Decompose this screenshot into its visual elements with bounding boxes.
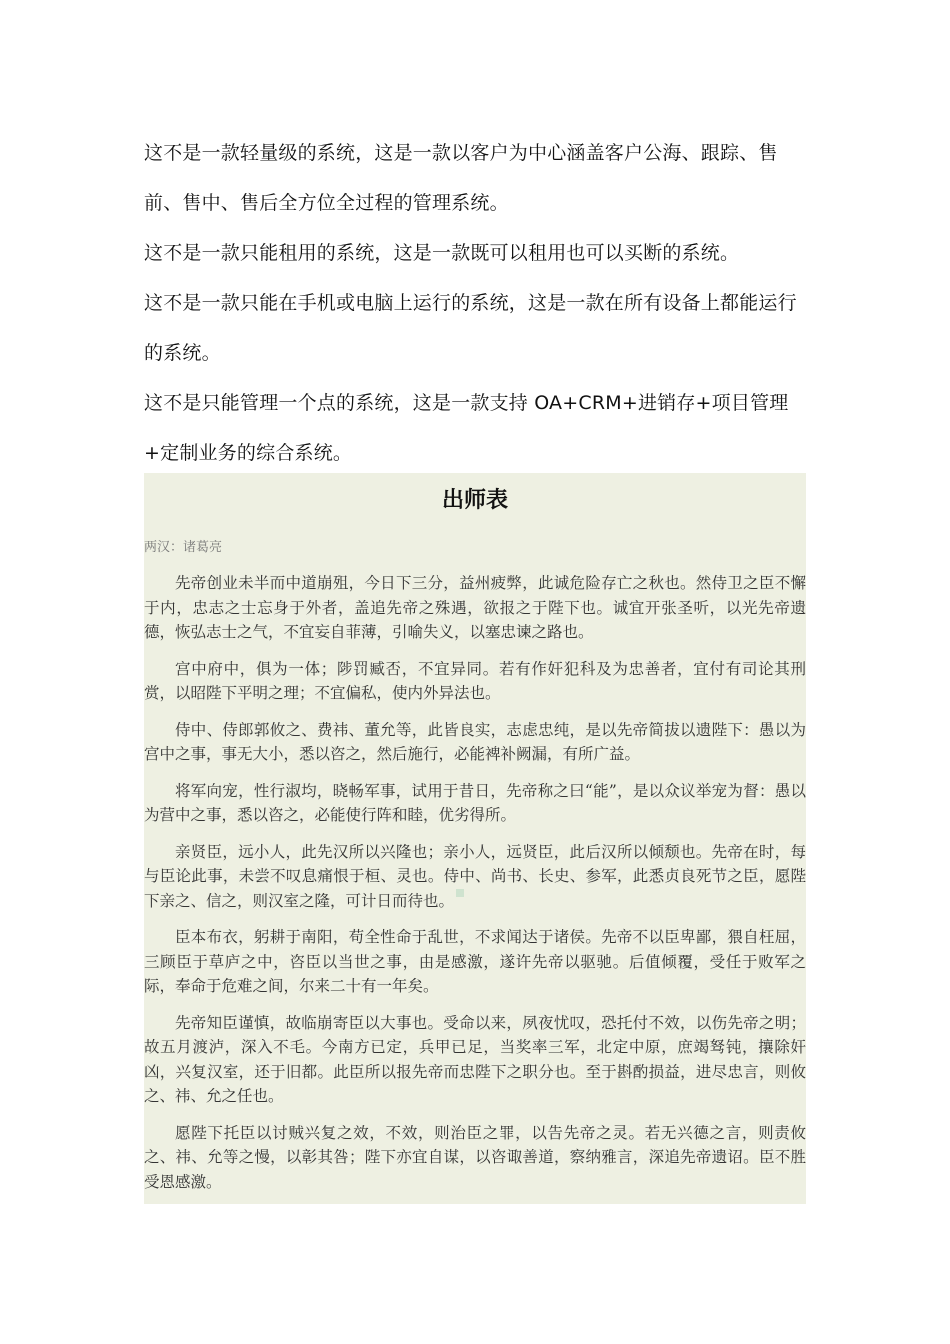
poem-paragraph-7: 先帝知臣谨慎，故临崩寄臣以大事也。受命以来，夙夜忧叹，恐托付不效，以伤先帝之明；故五月渡泸，深入不毛。今南方已定，兵甲已足，当奖率三军，北定中原，庶竭驽钝，攘除奸凶，兴复汉室，还于旧都。此臣所以报先帝而忠陛下之职分也。至于斟酌损益，进尽忠言，则攸之、祎、允之任也。 [144, 1013, 806, 1105]
poem-paragraph-5-text: 亲贤臣，远小人，此先汉所以兴隆也；亲小人，远贤臣，此后汉所以倾颓也。先帝在时，每与臣论此事，未尝不叹息痛恨于桓、灵也。侍中、尚书、长史、参军，此悉贞良死节之臣，愿陛下亲之、信之，则汉室之隆，可计日而待也。 [144, 842, 806, 910]
intro-paragraph-2: 这不是一款只能租用的系统，这是一款既可以租用也可以买断的系统。 [144, 242, 740, 264]
intro-paragraph-4: 这不是只能管理一个点的系统，这是一款支持 OA+CRM+进销存+项目管理+定制业务的综合系统。 [144, 392, 789, 464]
poem-paragraph-3: 侍中、侍郎郭攸之、费祎、董允等，此皆良实，志虑忠纯，是以先帝简拔以遗陛下：愚以为宫中之事，事无大小，悉以咨之，然后施行，必能裨补阙漏，有所广益。 [144, 720, 806, 763]
poem-paragraph-8: 愿陛下托臣以讨贼兴复之效，不效，则治臣之罪，以告先帝之灵。若无兴德之言，则责攸之、祎、允等之慢，以彰其咎；陛下亦宜自谋，以咨诹善道，察纳雅言，深追先帝遗诏。臣不胜受恩感激。 [144, 1123, 806, 1191]
poem-paragraph-5 [144, 840, 806, 914]
annotation-marker-icon[interactable] [456, 889, 464, 897]
poem-paragraph-1: 先帝创业未半而中道崩殂，今日下三分，益州疲弊，此诚危险存亡之秋也。然侍卫之臣不懈于内，忠志之士忘身于外者，盖追先帝之殊遇，欲报之于陛下也。诚宜开张圣听，以光先帝遗德，恢弘志士之气，不宜妄自菲薄，引喻失义，以塞忠谏之路也。 [144, 574, 806, 641]
intro-paragraph-1: 这不是一款轻量级的系统，这是一款以客户为中心涵盖客户公海、跟踪、售前、售中、售后全方位全过程的管理系统。 [144, 142, 778, 214]
poem-paragraph-6: 臣本布衣，躬耕于南阳，苟全性命于乱世，不求闻达于诸侯。先帝不以臣卑鄙，猥自枉屈，三顾臣于草庐之中，咨臣以当世之事，由是感激，遂许先帝以驱驰。后值倾覆，受任于败军之际，奉命于危难之间，尔来二十有一年矣。 [144, 928, 806, 995]
intro-section [144, 128, 808, 478]
poem-author: 两汉：诸葛亮 [144, 540, 223, 555]
poem-paragraph-2: 宫中府中，俱为一体；陟罚臧否，不宜异同。若有作奸犯科及为忠善者，宜付有司论其刑赏，以昭陛下平明之理；不宜偏私，使内外异法也。 [144, 659, 806, 702]
poem-panel [144, 473, 806, 1204]
intro-paragraph-3: 这不是一款只能在手机或电脑上运行的系统，这是一款在所有设备上都能运行的系统。 [144, 292, 797, 364]
poem-title: 出师表 [441, 488, 508, 513]
poem-paragraph-4: 将军向宠，性行淑均，晓畅军事，试用于昔日，先帝称之曰“能”，是以众议举宠为督：愚以为营中之事，悉以咨之，必能使行阵和睦，优劣得所。 [144, 781, 806, 824]
